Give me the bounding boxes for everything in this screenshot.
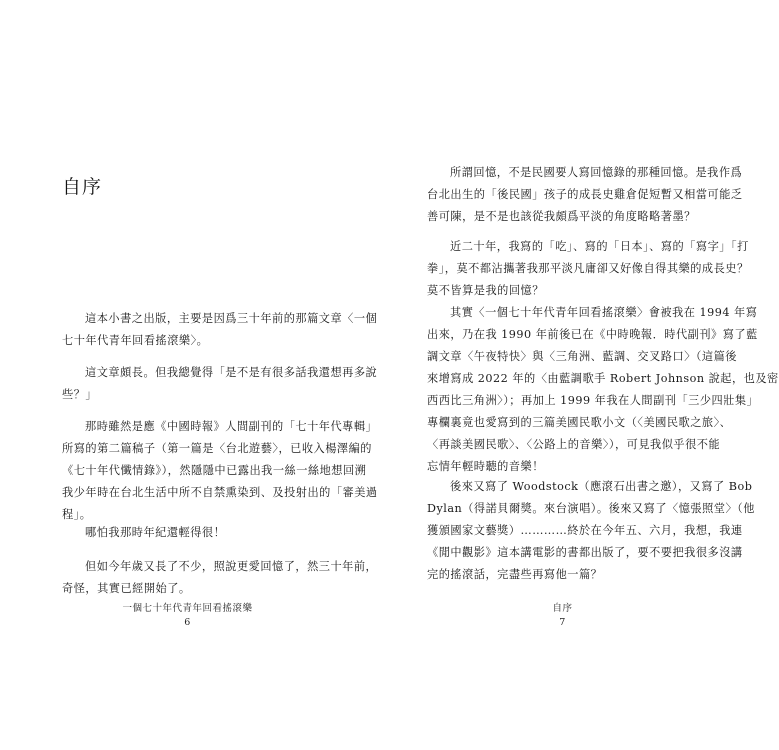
paragraph [427, 162, 743, 228]
running-title: 自序 [552, 603, 573, 614]
text-line: 後來又寫了 Woodstock（應滾石出書之邀），又寫了 Bob [450, 480, 753, 493]
paragraph [62, 556, 378, 600]
left-page [0, 0, 378, 750]
text-line: 這文章頗長。但我總覺得「是不是有很多話我還想再多說 [85, 366, 378, 379]
text-line: Dylan（得諾貝爾獎。來台演唱）。後來又寫了〈憶張照堂〉（他 [427, 502, 755, 515]
text-line: 出來，乃在我 1990 年前後已在《中時晚報．時代副刊》寫了藍 [427, 328, 758, 341]
running-title: 一個七十年代青年回看搖滾樂 [122, 603, 253, 614]
text-line: 莫不皆算是我的回憶？ [427, 284, 544, 297]
page-footer [375, 602, 750, 630]
text-line: 《閒中觀影》這本講電影的書都出版了，要不要把我很多沒講 [427, 546, 743, 559]
paragraph [62, 362, 378, 406]
right-page [375, 0, 779, 750]
text-line: 忘情年輕時聽的音樂！ [427, 460, 544, 473]
paragraph [62, 416, 378, 526]
text-line: 這本小書之出版，主要是因爲三十年前的那篇文章〈一個 [85, 312, 378, 325]
chapter-title: 自序 [62, 176, 103, 198]
text-line: 我少年時在台北生活中所不自禁熏染到、及投射出的「審美過 [62, 486, 378, 499]
text-line: 完的搖滾話，完盡些再寫他一篇？ [427, 568, 603, 581]
text-line: 所寫的第二篇稿子（第一篇是〈台北遊藝〉，已收入楊澤編的 [62, 442, 372, 455]
page-number: 6 [184, 617, 191, 628]
text-line: 哪怕我那時年紀還輕得很！ [85, 526, 226, 539]
paragraph [427, 302, 779, 478]
text-line: 近二十年，我寫的「吃」、寫的「日本」、寫的「寫字」「打 [450, 240, 749, 253]
text-line: 那時雖然是應《中國時報》人間副刊的「七十年代專輯」 [85, 420, 378, 433]
text-line: 西西比三角洲〉）；再加上 1999 年我在人間副刊「三少四壯集」 [427, 394, 759, 407]
text-line: 《七十年代懺情錄》），然隱隱中已露出我一絲一絲地想回溯 [62, 464, 367, 477]
paragraph [427, 236, 749, 302]
text-line: 七十年代青年回看搖滾樂〉。 [62, 334, 209, 347]
paragraph [427, 476, 755, 586]
text-line: 獲頒國家文藝獎）…………終於在今年五、六月，我想，我連 [427, 524, 743, 537]
text-line: 奇怪，其實已經開始了。 [62, 582, 191, 595]
text-line: 調文章〈午夜特快〉與〈三角洲、藍調、交叉路口〉（這篇後 [427, 350, 737, 363]
page-number: 7 [559, 617, 566, 628]
text-line: 程」。 [62, 508, 92, 521]
page-footer [0, 602, 375, 630]
paragraph [62, 308, 378, 352]
paragraph [62, 522, 330, 544]
text-line: 〈再談美國民歌〉、〈公路上的音樂〉），可見我似乎很不能 [427, 438, 721, 451]
text-line: 專欄裏竟也愛寫到的三篇美國民歌小文（〈美國民歌之旅〉、 [427, 416, 732, 429]
text-line: 其實〈一個七十年代青年回看搖滾樂〉會被我在 1994 年寫 [450, 306, 758, 319]
text-line: 來增寫成 2022 年的〈由藍調歌手 Robert Johnson 說起，也及密 [427, 372, 779, 385]
text-line: 但如今年歲又長了不少，照說更愛回憶了，然三十年前， [85, 560, 378, 573]
text-line: 些？」 [62, 388, 98, 401]
text-line: 拳」，莫不都沾攜著我那平淡凡庸卻又好像自得其樂的成長史？ [427, 262, 749, 275]
text-line: 所謂回憶，不是民國要人寫回憶錄的那種回憶。是我作爲 [450, 166, 743, 179]
text-line: 善可陳，是不是也該從我頗爲平淡的角度略略著墨？ [427, 210, 696, 223]
text-line: 台北出生的「後民國」孩子的成長史雞倉促短暫又相當可能乏 [427, 188, 743, 201]
